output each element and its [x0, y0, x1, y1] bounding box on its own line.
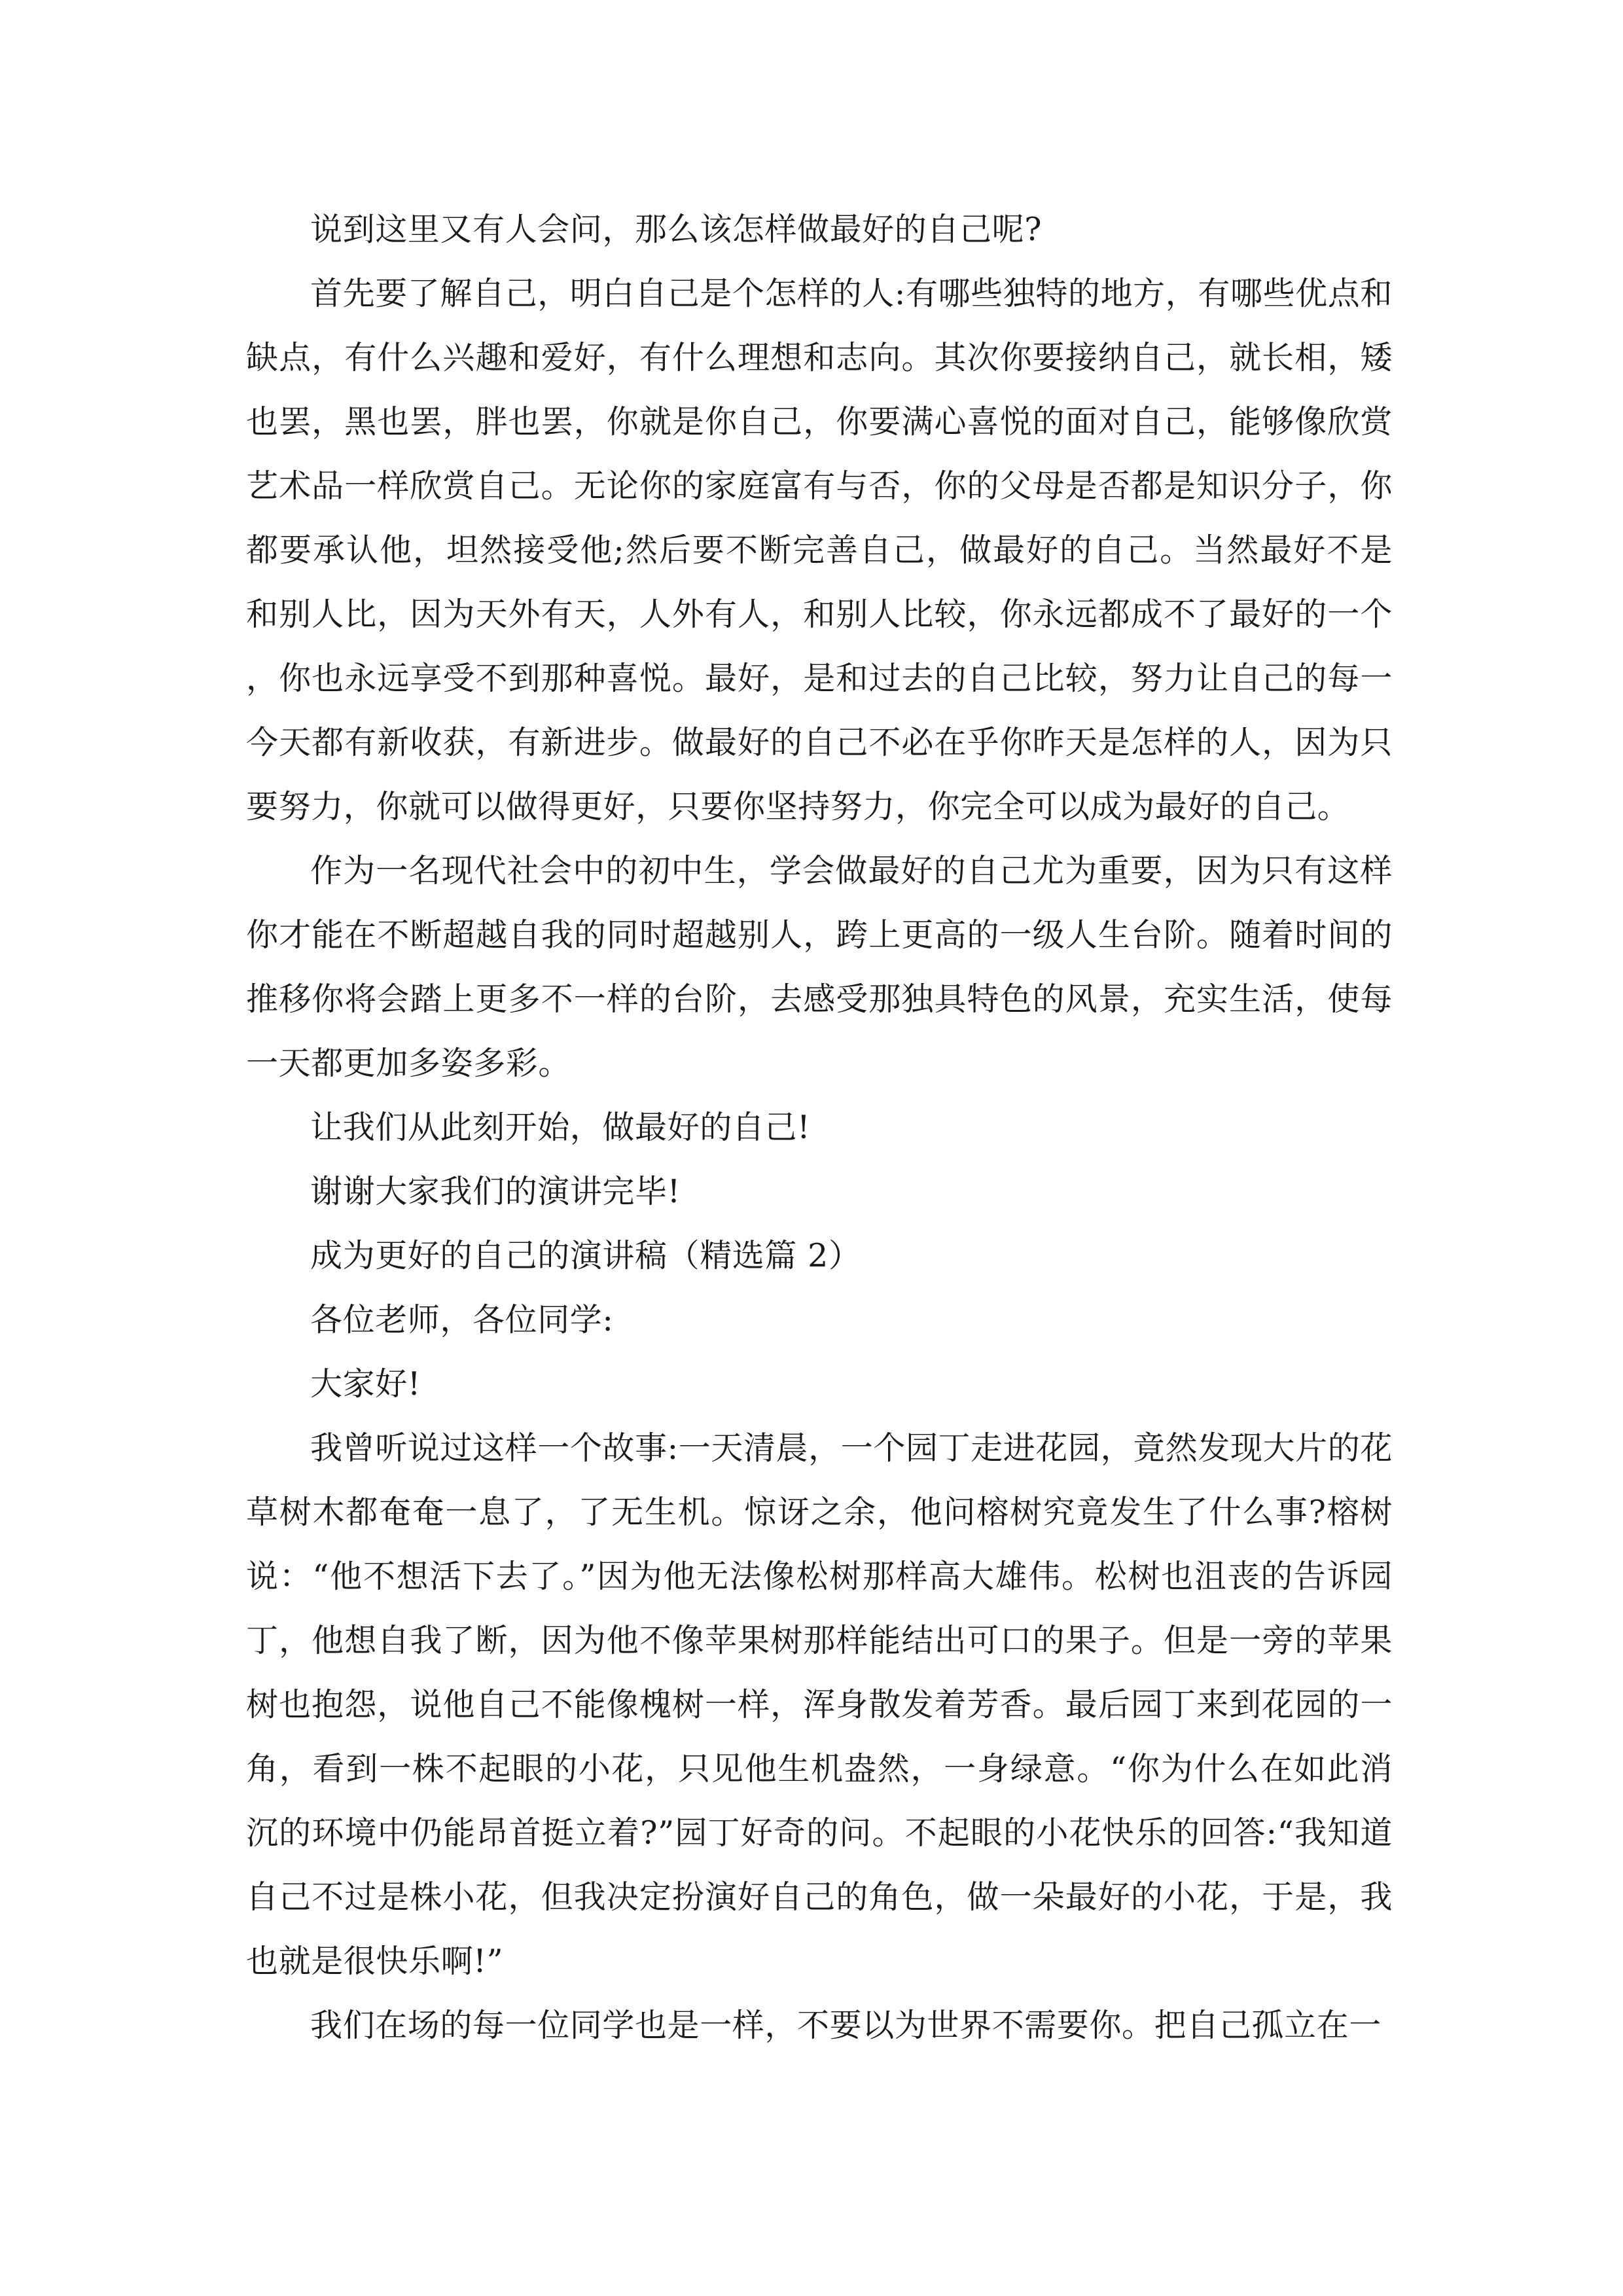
salutation: 各位老师，各位同学: [310, 1301, 614, 1338]
section-heading: 成为更好的自己的演讲稿（精选篇 2） [310, 1237, 861, 1274]
paragraph: 让我们从此刻开始，做最好的自己! [310, 1109, 811, 1146]
paragraph: 谢谢大家我们的演讲完毕! [310, 1173, 681, 1210]
paragraph: 首先要了解自己，明白自己是个怎样的人:有哪些独特的地方，有哪些优点和缺点，有什么兴趣和爱好，有什么理想和志向。其次你要接纳自己，就长相，矮也罢，黑也罢，胖也罢，你就是你自己，你要满心喜悦的面对自己，能够像欣赏艺术品一样欣赏自己。无论你的家庭富有与否，你的父母是否都是知识分子，你都要承认他，坦然接受他;然后要不断完善自己，做最好的自己。当然最好不是和别人比，因为天外有天，人外有人，和别人比较，你永远都成不了最好的一个，你也永远享受不到那种喜悦。最好，是和过去的自己比较，努力让自己的每一今天都有新收获，有新进步。做最好的自己不必在乎你昨天是怎样的人，因为只要努力，你就可以做得更好，只要你坚持努力，你完全可以成为最好的自己。 [246, 275, 1393, 825]
document-body [246, 198, 1393, 2058]
greeting: 大家好! [310, 1365, 421, 1403]
paragraph: 作为一名现代社会中的初中生，学会做最好的自己尤为重要，因为只有这样你才能在不断超越自我的同时超越别人，跨上更高的一级人生台阶。随着时间的推移你将会踏上更多不一样的台阶，去感受那独具特色的风景，充实生活，使每一天都更加多姿多彩。 [246, 852, 1393, 1082]
paragraph: 说到这里又有人会问，那么该怎样做最好的自己呢? [310, 211, 1043, 248]
paragraph: 我曾听说过这样一个故事:一天清晨，一个园丁走进花园，竟然发现大片的花草树木都奄奄一息了，了无生机。惊讶之余，他问榕树究竟发生了什么事?榕树说：“他不想活下去了。”因为他无法像松树那样高大雄伟。松树也沮丧的告诉园丁，他想自我了断，因为他不像苹果树那样能结出可口的果子。但是一旁的苹果树也抱怨，说他自己不能像槐树一样，浑身散发着芳香。最后园丁来到花园的一角，看到一株不起眼的小花，只见他生机盎然，一身绿意。“你为什么在如此消沉的环境中仍能昂首挺立着?”园丁好奇的问。不起眼的小花快乐的回答:“我知道自己不过是株小花，但我决定扮演好自己的角色，做一朵最好的小花，于是，我也就是很快乐啊!” [246, 1429, 1393, 1980]
paragraph: 我们在场的每一位同学也是一样，不要以为世界不需要你。把自己孤立在一 [310, 2007, 1382, 2044]
